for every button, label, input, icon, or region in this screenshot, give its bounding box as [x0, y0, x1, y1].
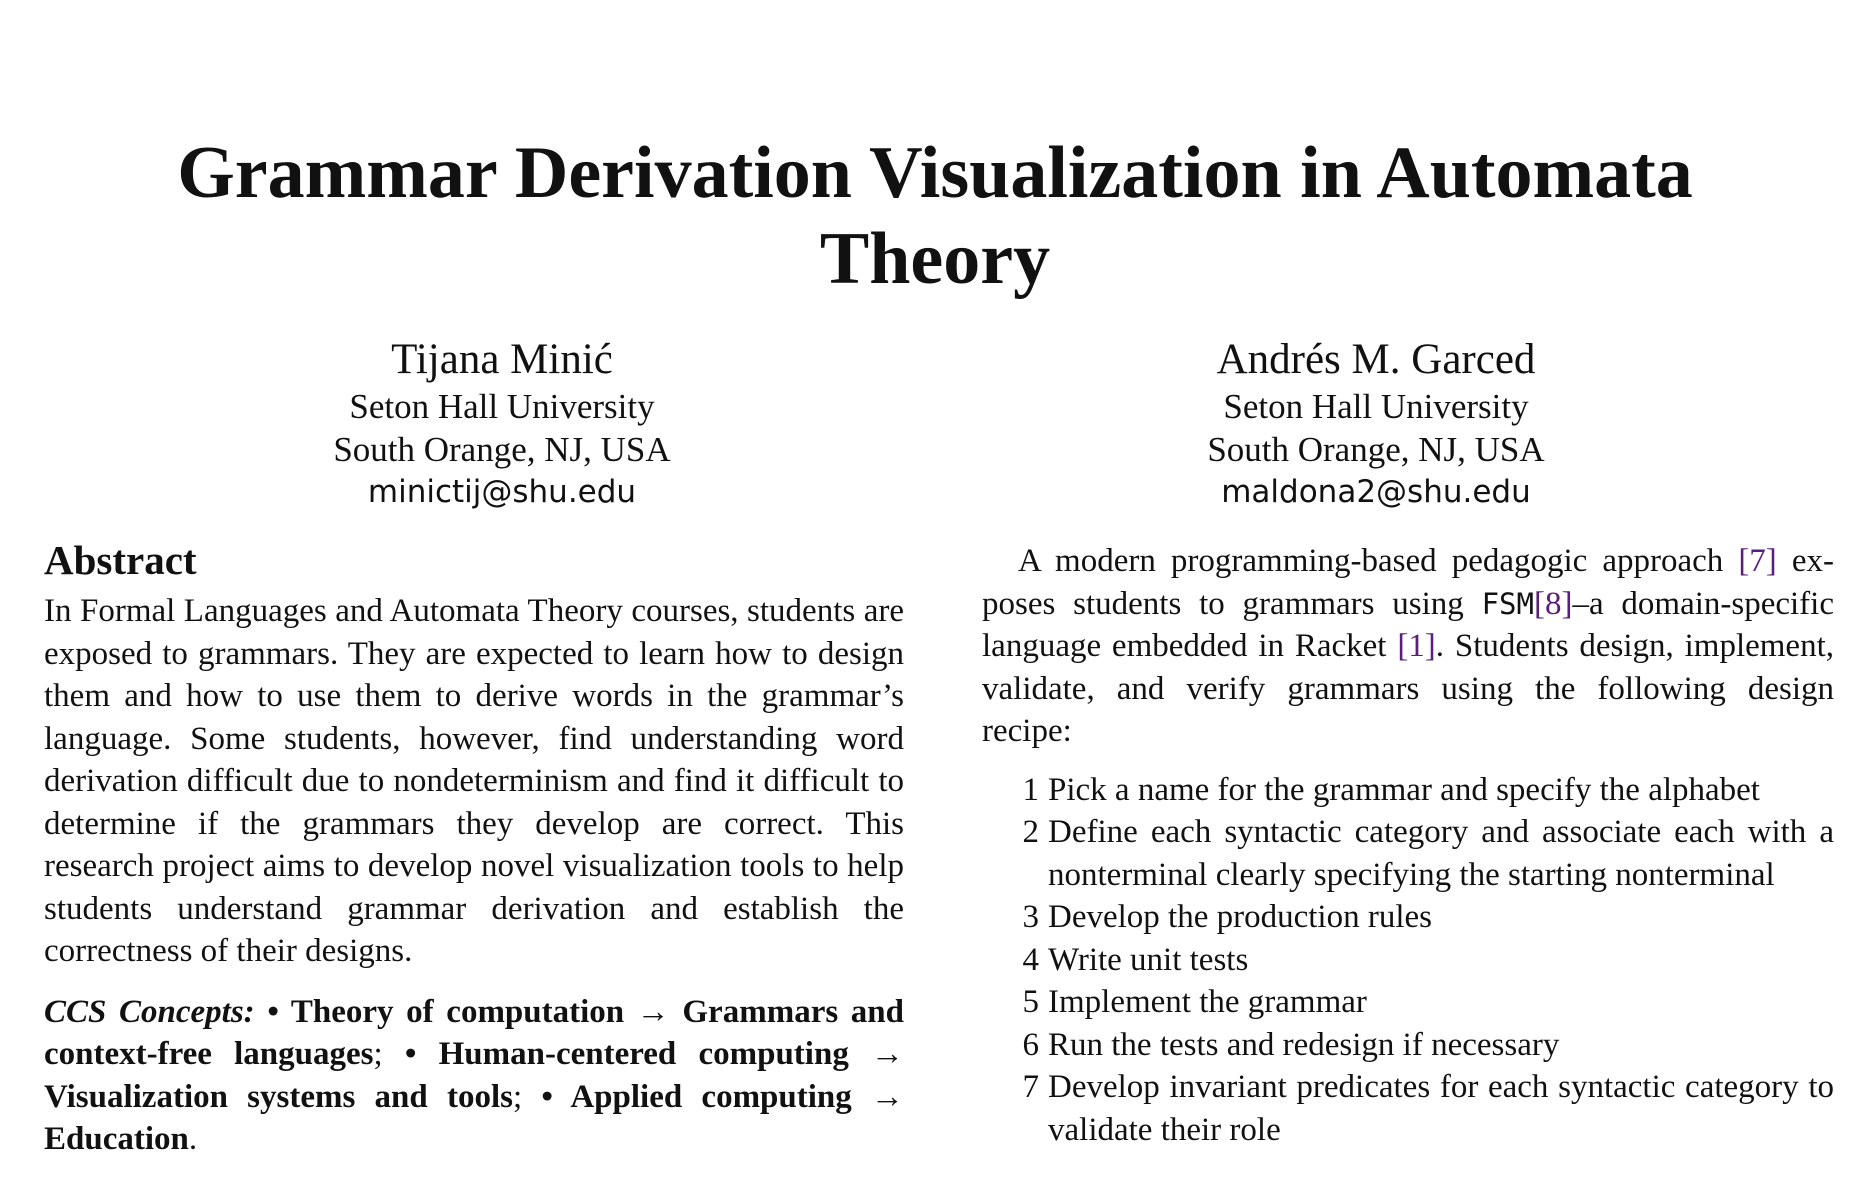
author-location: South Orange, NJ, USA	[333, 430, 671, 469]
list-number: 5	[1022, 984, 1039, 1020]
list-number: 7	[1022, 1069, 1039, 1105]
fsm-code: FSM	[1481, 586, 1534, 621]
author-email: minictij@shu.edu	[367, 474, 637, 510]
ccs-concepts	[44, 991, 904, 1161]
list-text: Write unit tests	[1048, 941, 1249, 978]
citation-link[interactable]: [7]	[1738, 543, 1777, 579]
intro-text: A modern programming-based pedagogic approach	[1018, 543, 1739, 579]
list-text: Run the tests and redesign if necessary	[1048, 1026, 1560, 1063]
author-affiliation: Seton Hall University	[1223, 387, 1529, 426]
left-column	[44, 536, 904, 1194]
author-block-1	[222, 335, 782, 513]
author-name: Tijana Minić	[391, 336, 613, 383]
title-line-1: Grammar Derivation Visualization in Automata	[177, 132, 1693, 214]
ccs-label: CCS Concepts:	[44, 993, 255, 1030]
list-number: 1	[1022, 771, 1039, 808]
intro-paragraph	[982, 540, 1834, 753]
list-item	[982, 981, 1834, 1024]
author-block-2	[1096, 335, 1656, 513]
list-text: Define each syntactic category and associate each with a nonterminal clearly specifying the starting nonterminal	[1048, 814, 1834, 893]
author-affiliation: Seton Hall University	[349, 387, 655, 426]
intro-text: . Students design, implement, validate, and verify grammars using the following design recipe:	[982, 628, 1834, 749]
intro-text: exposes students to grammars using	[982, 543, 1834, 622]
list-item	[982, 1024, 1834, 1067]
author-name: Andrés M. Garced	[1216, 336, 1536, 383]
citation-link[interactable]: [8]	[1533, 585, 1573, 622]
ccs-concept-2: • Human-centered computing → Visualization systems and tools	[44, 1036, 905, 1115]
ccs-concept-3: • Applied computing → Education	[44, 1078, 904, 1157]
ccs-concept-1: • Theory of computation → Grammars and context-free languages	[44, 993, 905, 1072]
list-item	[982, 811, 1834, 896]
list-item	[982, 769, 1834, 812]
list-text: Develop the production rules	[1048, 899, 1432, 935]
list-number: 2	[1022, 814, 1039, 850]
ccs-separator: ;	[512, 1078, 542, 1115]
list-item	[982, 1066, 1834, 1151]
abstract-heading: Abstract	[44, 537, 197, 583]
list-item	[982, 896, 1834, 939]
intro-text: –a domain-specific language embedded in Racket	[982, 585, 1834, 664]
ccs-end: .	[188, 1121, 198, 1157]
ccs-separator: ;	[373, 1036, 405, 1072]
abstract-text: In Formal Languages and Automata Theory courses, students are exposed to grammars. They are expected to learn how to design them and how to use them to derive words in the grammar’s language. Some students, however, find understanding word derivation difficult due to nondeterminism and find it difficult to determine if the grammars they develop are correct. This research project aims to develop novel visualization tools to help students understand grammar derivation and establish the correctness of their designs.	[44, 593, 904, 969]
author-email: maldona2@shu.edu	[1221, 474, 1531, 510]
list-item	[982, 939, 1834, 982]
list-text: Implement the grammar	[1048, 984, 1367, 1020]
title-line-2: Theory	[819, 218, 1051, 300]
list-number: 4	[1022, 941, 1039, 978]
list-text: Pick a name for the grammar and specify the alphabet	[1048, 771, 1760, 808]
author-location: South Orange, NJ, USA	[1207, 430, 1545, 469]
list-number: 3	[1022, 899, 1039, 935]
right-column	[982, 540, 1834, 1151]
list-number: 6	[1022, 1026, 1039, 1063]
paper-title	[0, 130, 1870, 302]
list-text: Develop invariant predicates for each syntactic category to validate their role	[1048, 1069, 1834, 1148]
citation-link[interactable]: [1]	[1397, 628, 1436, 664]
design-recipe-list	[982, 769, 1834, 1152]
